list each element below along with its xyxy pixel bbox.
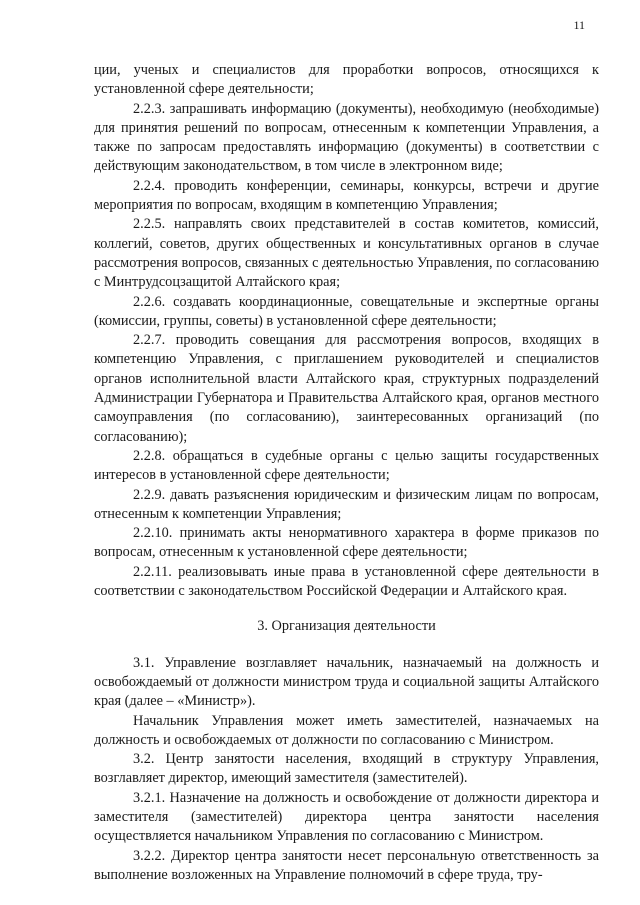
paragraph-2-2-3: 2.2.3. запрашивать информацию (документы), необходимую (необходимые) для принятия решений по вопросам, отнесенным к компетенции Управления, а также по запросам предоставлять информацию (документы) в соответствии с действующим законодательством, в том числе в электронном виде; [94,100,599,175]
paragraph-3-1: 3.1. Управление возглавляет начальник, назначаемый на должность и освобождаемый от должности министром труда и социальной защиты Алтайского края (далее – «Министр»). [94,654,599,710]
document-body [94,61,599,885]
paragraph-3-2: 3.2. Центр занятости населения, входящий в структуру Управления, возглавляет директор, имеющий заместителя (заместителей). [94,751,599,787]
paragraph-2-2-7: 2.2.7. проводить совещания для рассмотрения вопросов, входящих в компетенцию Управления, с приглашением руководителей и специалистов органов исполнительной власти Алтайского края, структурных подразделений Администрации Губернатора и Правительства Алтайского края, органов местного самоуправления (по согласованию), заинтересованных организаций (по согласованию); [94,332,599,445]
paragraph-2-2-10: 2.2.10. принимать акты ненормативного характера в форме приказов по вопросам, отнесенным к установленной сфере деятельности; [94,525,599,561]
paragraph-2-2-9: 2.2.9. давать разъяснения юридическим и физическим лицам по вопросам, отнесенным к компетенции Управления; [94,486,599,522]
section-heading: 3. Организация деятельности [257,618,436,635]
paragraph-2-2-6: 2.2.6. создавать координационные, совещательные и экспертные органы (комиссии, группы, советы) в установленной сфере деятельности; [94,293,599,329]
paragraph-continuation: ции, ученых и специалистов для проработки вопросов, относящихся к установленной сфере деятельности; [94,62,599,98]
paragraph-2-2-4: 2.2.4. проводить конференции, семинары, конкурсы, встречи и другие мероприятия по вопросам, входящим в компетенцию Управления; [94,177,599,214]
paragraph-3-2-2: 3.2.2. Директор центра занятости несет персональную ответственность за выполнение возложенных на Управление полномочий в сфере труда, тру- [94,847,599,883]
paragraph-2-2-11: 2.2.11. реализовывать иные права в установленной сфере деятельности в соответствии с законодательством Российской Федерации и Алтайского края. [94,563,599,600]
paragraph-2-2-5: 2.2.5. направлять своих представителей в состав комитетов, комиссий, коллегий, советов, других общественных и консультативных органов в случае рассмотрения вопросов, связанных с деятельностью Управления, по согласованию с Минтрудсоцзащитой Алтайского края; [94,216,600,291]
paragraph-3-2-1: 3.2.1. Назначение на должность и освобождение от должности директора и заместителя (заместителей) директора центра занятости населения осуществляется начальником Управления по согласованию с Министром. [94,789,599,845]
paragraph-2-2-8: 2.2.8. обращаться в судебные органы с целью защиты государственных интересов в установленной сфере деятельности; [94,447,599,484]
paragraph-3-1-deputies: Начальник Управления может иметь заместителей, назначаемых на должность и освобождаемых от должности по согласованию с Министром. [94,712,599,748]
page-number: 11 [573,18,585,32]
